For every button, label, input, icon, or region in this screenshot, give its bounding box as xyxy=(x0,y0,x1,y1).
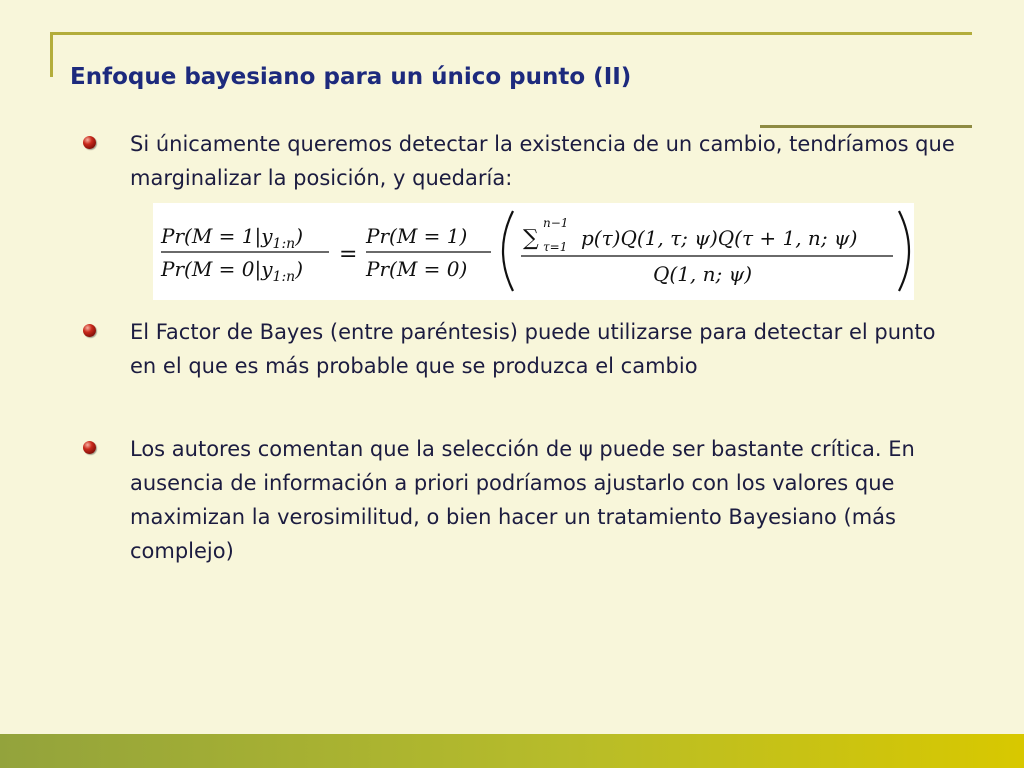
bullet-text-1: Si únicamente queremos detectar la existencia de un cambio, tendríamos que marginalizar la posición, y quedaría: xyxy=(130,132,955,190)
frame-left-line xyxy=(50,32,53,77)
frame-top-line xyxy=(50,32,972,35)
rhs-denominator: Q(1, n; ψ) xyxy=(653,262,753,286)
bullet-text-2: El Factor de Bayes (entre paréntesis) puede utilizarse para detectar el punto en el que es más probable que se produzca el cambio xyxy=(130,320,936,378)
bullet-icon xyxy=(83,136,96,149)
slide-title: Enfoque bayesiano para un único punto (II) xyxy=(70,64,632,90)
sum-upper: n−1 xyxy=(543,216,569,230)
bullet-icon xyxy=(83,324,96,337)
rhs-numerator: p(τ)Q(1, τ; ψ)Q(τ + 1, n; ψ) xyxy=(581,226,858,250)
mid-denominator: Pr(M = 0) xyxy=(366,257,468,281)
formula-image xyxy=(153,203,914,300)
lhs-numerator: $Pr(M = 1|y_{1:n})$ xyxy=(161,224,303,252)
equals-sign: = xyxy=(339,242,358,267)
sum-symbol: ∑ xyxy=(523,226,539,251)
bullet-icon xyxy=(83,441,96,454)
bullet-text-3: Los autores comentan que la selección de ψ puede ser bastante crítica. En ausencia de información a priori podríamos ajustarlo con los valores que maximizan la verosimilitud, o bien hacer un tratamiento Bayesiano (más complejo) xyxy=(130,437,915,563)
lhs-denominator: $Pr(M = 0|y_{1:n})$ xyxy=(161,257,303,285)
mid-numerator: Pr(M = 1) xyxy=(366,224,468,248)
open-paren xyxy=(503,211,513,291)
footer-bar xyxy=(0,734,1024,768)
sum-lower: τ=1 xyxy=(543,240,568,254)
formula-svg xyxy=(153,203,914,300)
close-paren xyxy=(899,211,909,291)
